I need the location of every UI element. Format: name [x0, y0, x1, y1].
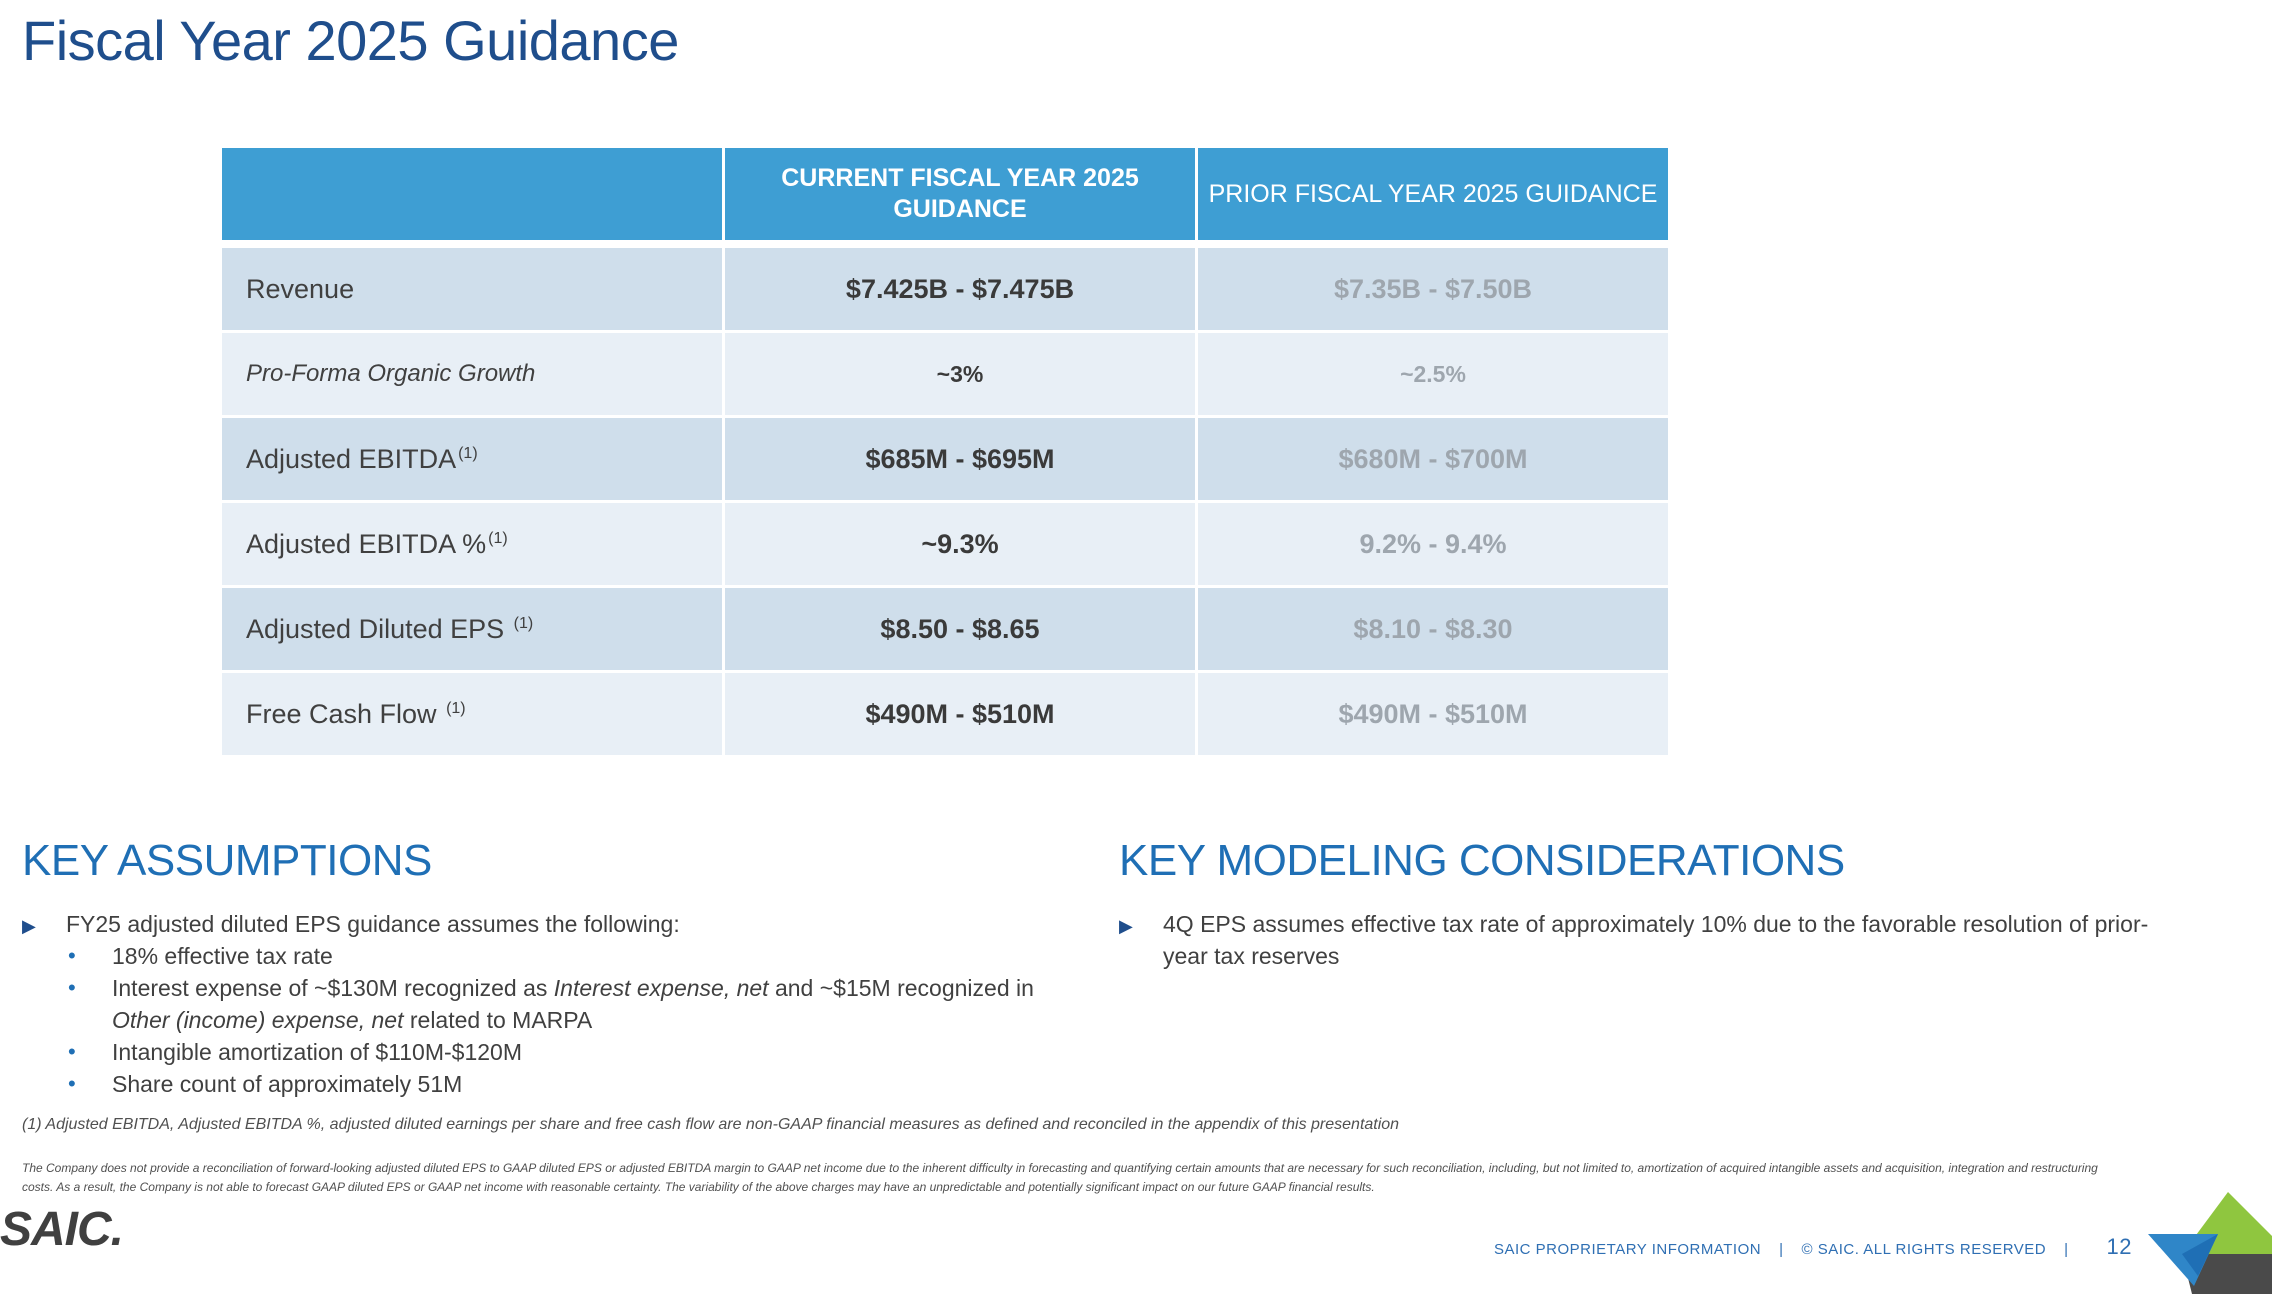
footer-separator: |: [1779, 1241, 1784, 1258]
guidance-table: [219, 148, 1671, 758]
key-assumptions-section: [22, 836, 1082, 1100]
footnote-ref: (1): [513, 614, 534, 632]
row-label-text: Pro-Forma Organic Growth: [246, 360, 536, 387]
row-label-text: Free Cash Flow: [246, 698, 445, 729]
dot-bullet-icon: •: [68, 1039, 76, 1064]
assumptions-intro: FY25 adjusted diluted EPS guidance assumes the following:: [66, 911, 680, 937]
row-label: [222, 673, 722, 758]
current-value: $685M - $695M: [725, 418, 1195, 503]
assumption-interest-c: and ~$15M recognized in: [768, 975, 1034, 1001]
page-number: 12: [2106, 1234, 2132, 1259]
assumption-share-count: Share count of approximately 51M: [112, 1071, 463, 1097]
row-label: [222, 588, 722, 673]
list-item: [66, 940, 1082, 972]
row-label: [222, 503, 722, 588]
row-label: [222, 333, 722, 418]
prior-value: $490M - $510M: [1198, 673, 1668, 758]
footnote-ref: (1): [488, 529, 508, 547]
table-row: [222, 673, 1668, 758]
current-value: $7.425B - $7.475B: [725, 248, 1195, 333]
footnote-non-gaap: (1) Adjusted EBITDA, Adjusted EBITDA %, adjusted diluted earnings per share and free cash flow are non-GAAP financial measures as defined and reconciled in the appendix of this presentation: [22, 1116, 1400, 1133]
assumption-interest-b: Interest expense, net: [553, 975, 769, 1001]
row-label-text: Adjusted Diluted EPS: [246, 613, 512, 644]
modeling-bullet: 4Q EPS assumes effective tax rate of approximately 10% due to the favorable resolution of prior-year tax reserves: [1163, 911, 2149, 969]
row-label-text: Adjusted EBITDA: [246, 443, 457, 474]
key-modeling-heading: KEY MODELING CONSIDERATIONS: [1119, 836, 1845, 885]
footer: [1494, 1234, 2132, 1260]
page-title: Fiscal Year 2025 Guidance: [22, 9, 679, 72]
table-row: [222, 588, 1668, 673]
list-item: [66, 972, 1082, 1036]
footer-proprietary: SAIC PROPRIETARY INFORMATION: [1493, 1241, 1762, 1258]
assumption-interest-e: related to MARPA: [403, 1007, 593, 1033]
arrow-bullet-icon: ▶: [1119, 916, 1133, 936]
footnote-ref: (1): [446, 699, 466, 717]
table-row: [222, 503, 1668, 588]
corner-triangle-logo-icon: [2148, 1192, 2272, 1294]
list-item: [22, 908, 1082, 1100]
current-value: ~9.3%: [725, 503, 1195, 588]
assumption-tax-rate: 18% effective tax rate: [112, 943, 333, 969]
table-header-row: [222, 148, 1668, 248]
dot-bullet-icon: •: [68, 975, 76, 1000]
row-label-text: Revenue: [246, 273, 355, 304]
list-item: [1119, 908, 2159, 972]
footnote-ref: (1): [458, 444, 478, 462]
list-item: [66, 1068, 1082, 1100]
current-value: $490M - $510M: [725, 673, 1195, 758]
row-label: [222, 418, 722, 503]
row-label-text: Adjusted EBITDA %: [246, 528, 487, 559]
assumption-interest-d: Other (income) expense, net: [112, 1007, 404, 1033]
dot-bullet-icon: •: [68, 943, 76, 968]
footer-rights: © SAIC. ALL RIGHTS RESERVED: [1801, 1241, 2047, 1258]
arrow-bullet-icon: ▶: [22, 916, 36, 936]
saic-logo: SAIC.: [0, 1203, 124, 1256]
dot-bullet-icon: •: [68, 1071, 76, 1096]
current-value: ~3%: [725, 333, 1195, 418]
prior-value: ~2.5%: [1198, 333, 1668, 418]
list-item: [66, 1036, 1082, 1068]
prior-value: $680M - $700M: [1198, 418, 1668, 503]
current-value: $8.50 - $8.65: [725, 588, 1195, 673]
prior-value: $7.35B - $7.50B: [1198, 248, 1668, 333]
assumption-amortization: Intangible amortization of $110M-$120M: [112, 1039, 522, 1065]
footnote-reconciliation: The Company does not provide a reconciliation of forward-looking adjusted diluted EPS to GAAP diluted EPS or adjusted EBITDA margin to GAAP net income due to the inherent difficulty in forecasting and quantifying certain amounts that are necessary for such reconciliation, including, but not limited to, amortization of acquired intangible assets and acquisition, integration and restructuring costs. As a result, the Company is not able to forecast GAAP diluted EPS or GAAP net income with reasonable certainty. The variability of the above charges may have an unpredictable and potentially significant impact on our future GAAP financial results.: [22, 1161, 2098, 1194]
table-header-blank: [222, 148, 722, 248]
table-header-current: CURRENT FISCAL YEAR 2025 GUIDANCE: [725, 148, 1195, 248]
table-row: [222, 248, 1668, 333]
prior-value: $8.10 - $8.30: [1198, 588, 1668, 673]
key-assumptions-heading: KEY ASSUMPTIONS: [22, 836, 432, 885]
footer-separator: |: [2064, 1241, 2069, 1258]
assumption-interest-a: Interest expense of ~$130M recognized as: [112, 975, 554, 1001]
row-label: [222, 248, 722, 333]
table-row: [222, 333, 1668, 418]
table-header-prior: PRIOR FISCAL YEAR 2025 GUIDANCE: [1198, 148, 1668, 248]
key-modeling-section: [1119, 836, 2159, 972]
prior-value: 9.2% - 9.4%: [1198, 503, 1668, 588]
table-row: [222, 418, 1668, 503]
